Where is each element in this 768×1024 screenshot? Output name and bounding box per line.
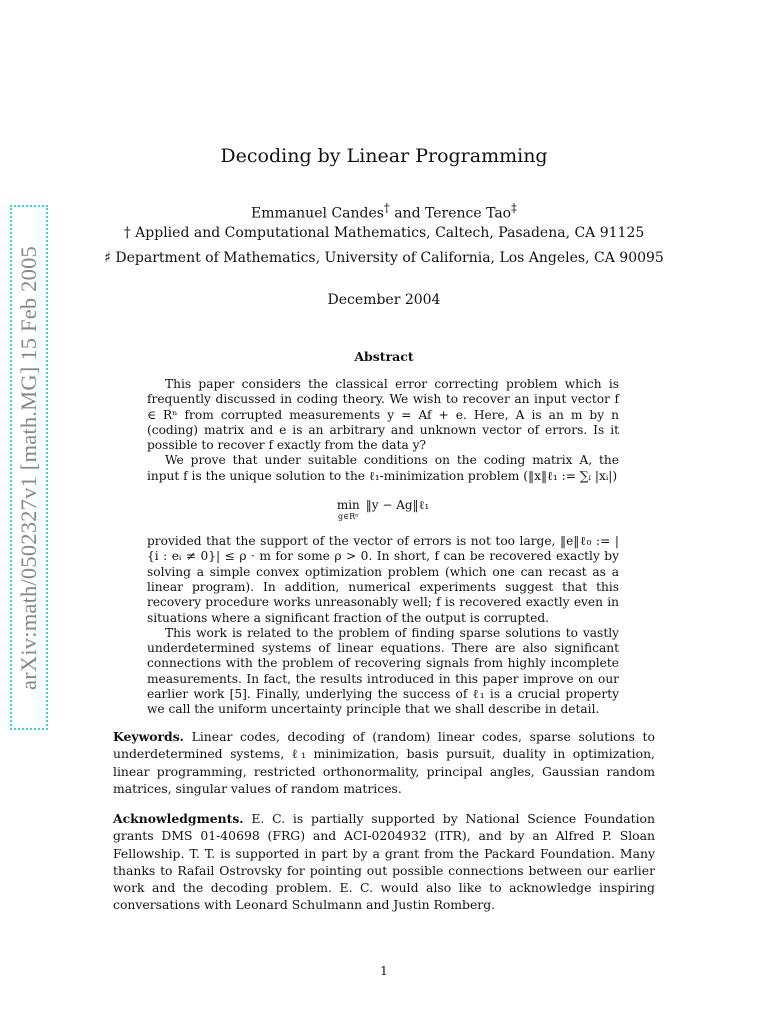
acknowledgments-section <box>113 810 655 914</box>
min-operator <box>337 498 360 522</box>
arxiv-side-stamp <box>10 205 48 730</box>
abstract-paragraph-2: We prove that under suitable conditions on the coding matrix A, the input f is the unique solution to the ℓ₁-minimization problem (‖x‖ℓ₁ := ∑ᵢ |xᵢ|) <box>147 453 619 483</box>
min-label: min <box>336 498 360 513</box>
author-name-1: Emmanuel Candes <box>251 205 384 222</box>
display-equation <box>147 498 619 522</box>
abstract-heading: Abstract <box>354 349 414 364</box>
author-names <box>0 200 768 225</box>
abstract-body <box>147 377 619 718</box>
abstract-paragraph-1: This paper considers the classical error correcting problem which is frequently discussed in coding theory. We wish to recover an input vector f ∈ Rⁿ from corrupted measurements y = Af + e. Here, A is an m by n (coding) matrix and e is an arbitrary and unknown vector of errors. Is it possible to recover f exactly from the data y? <box>147 377 619 453</box>
acknowledgments-label: Acknowledgments. <box>113 811 244 826</box>
abstract-paragraph-4: This work is related to the problem of finding sparse solutions to vastly underdetermined systems of linear equations. There are also significant connections with the problem of recovering signals from highly incomplete measurements. In fact, the results introduced in this paper improve on our earlier work [5]. Finally, underlying the success of ℓ₁ is a crucial property we call the uniform uncertainty principle that we shall describe in detail. <box>147 625 619 717</box>
keywords-text: Linear codes, decoding of (random) linear codes, sparse solutions to underdetermined systems, ℓ₁ minimization, basis pursuit, duality in optimization, linear programming, restricted orthonormality, principal angles, Gaussian random matrices, singular values of random matrices. <box>113 729 655 796</box>
page-number: 1 <box>380 964 388 978</box>
keywords-section <box>113 728 655 797</box>
affiliation-1: † Applied and Computational Mathematics, Caltech, Pasadena, CA 91125 <box>123 225 645 241</box>
min-subscript: g∈Rⁿ <box>338 512 359 522</box>
author-name-2: and Terence Tao <box>389 205 512 222</box>
author-mark-2: ‡ <box>511 201 517 215</box>
abstract-paragraph-3: provided that the support of the vector of errors is not too large, ‖e‖ℓ₀ := |{i : eᵢ ≠ 0}| ≤ ρ · m for some ρ > 0. In short, f can be recovered exactly by solving a simple convex optimization problem (which one can recast as a linear program). In addition, numerical experiments suggest that this recovery procedure works unreasonably well; f is recovered exactly even in situations where a significant fraction of the output is corrupted. <box>147 534 619 625</box>
keywords-label: Keywords. <box>113 729 184 744</box>
acknowledgments-text: E. C. is partially supported by National Science Foundation grants DMS 01-40698 (FRG) and ACI-0204932 (ITR), and by an Alfred P. Sloan Fellowship. T. T. is supported in part by a grant from the Packard Foundation. Many thanks to Rafail Ostrovsky for pointing out possible connections between our earlier work and the decoding problem. E. C. would also like to acknowledge inspiring conversations with Leonard Schulmann and Justin Romberg. <box>113 811 655 913</box>
paper-title: Decoding by Linear Programming <box>220 145 548 167</box>
author-mark-1: † <box>383 201 390 215</box>
min-expression: ‖y − Ag‖ℓ₁ <box>365 498 430 513</box>
author-block <box>0 200 768 275</box>
affiliation-2: ♯ Department of Mathematics, University of California, Los Angeles, CA 90095 <box>104 250 664 266</box>
arxiv-identifier: arXiv:math/0502327v1 [math.MG] 15 Feb 2005 <box>16 245 42 690</box>
paper-date: December 2004 <box>327 292 441 308</box>
